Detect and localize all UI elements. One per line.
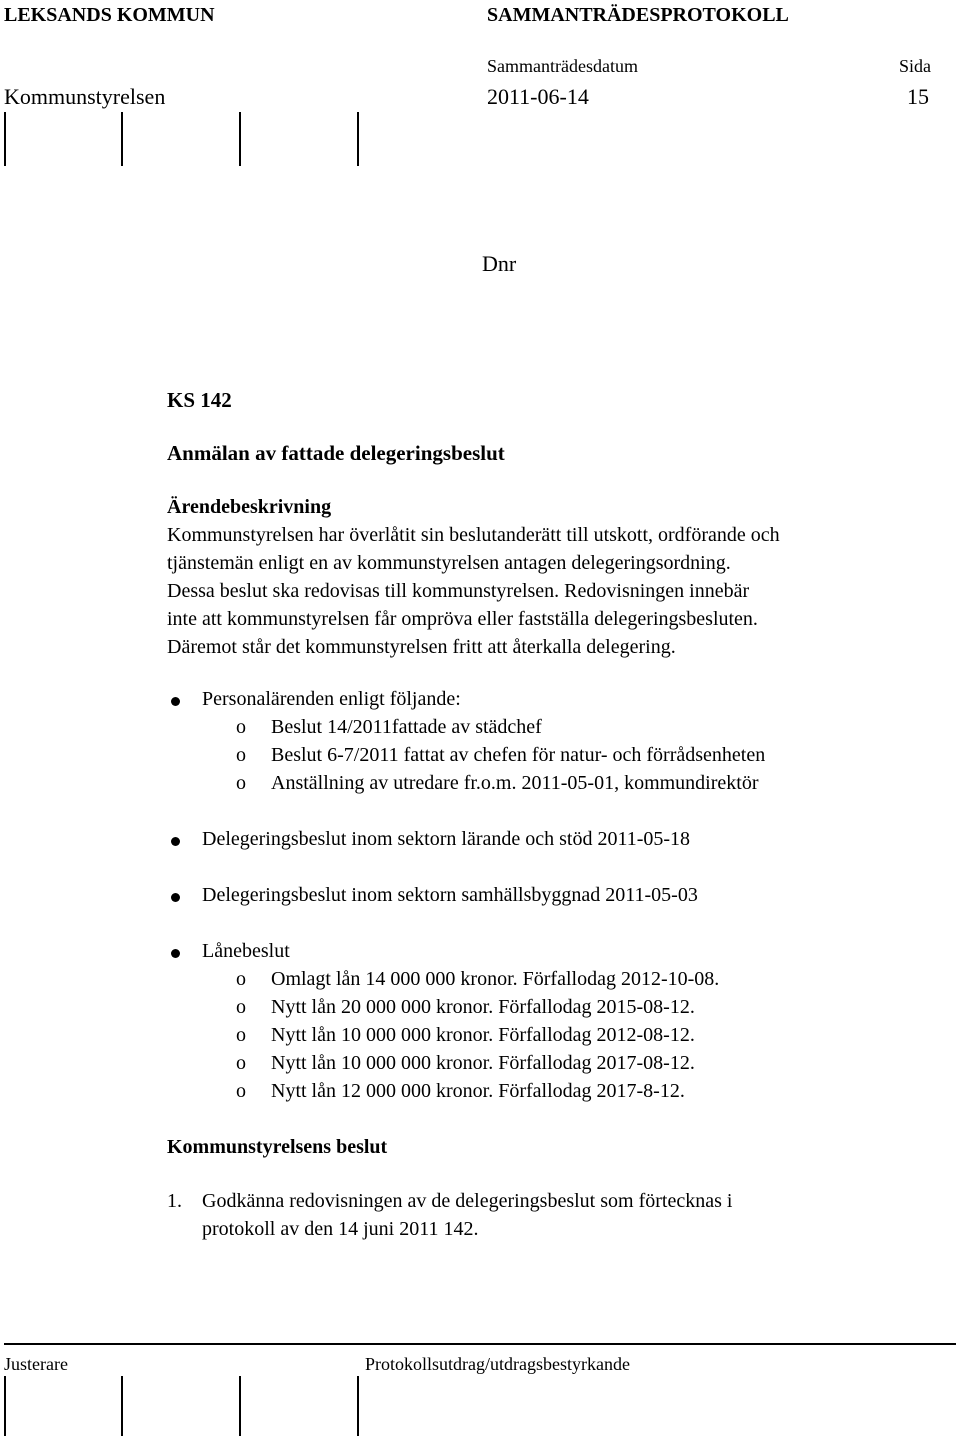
sub-list-item: Beslut 14/2011fattade av städchef [271,716,542,738]
sub-list-item: Nytt lån 10 000 000 kronor. Förfallodag 2017-08-12. [271,1052,695,1074]
description-line: Däremot står det kommunstyrelsen fritt att återkalla delegering. [167,636,676,658]
signature-divider [121,1376,123,1436]
sub-bullet-icon: o [236,716,246,738]
decision-line: protokoll av den 14 juni 2011 142. [202,1218,479,1240]
decision-number: 1. [167,1190,182,1212]
sub-bullet-icon: o [236,1080,246,1102]
sub-list-item: Omlagt lån 14 000 000 kronor. Förfallodag 2012-10-08. [271,968,720,990]
description-heading: Ärendebeskrivning [167,496,332,518]
doc-type: SAMMANTRÄDESPROTOKOLL [487,4,789,26]
sub-list-item: Nytt lån 20 000 000 kronor. Förfallodag 2015-08-12. [271,996,695,1018]
signature-divider [4,1376,6,1436]
meeting-date: 2011-06-14 [487,84,589,109]
decision-line: Godkänna redovisningen av de delegeringsbeslut som förtecknas i [202,1190,733,1212]
footer-rule [4,1343,956,1345]
sub-bullet-icon: o [236,996,246,1018]
sub-bullet-icon: o [236,772,246,794]
sub-bullet-icon: o [236,1024,246,1046]
description-line: Kommunstyrelsen har överlåtit sin beslutanderätt till utskott, ordförande och [167,524,780,546]
page-label: Sida [899,56,932,76]
signature-divider [239,112,241,166]
description-line: tjänstemän enligt en av kommunstyrelsen antagen delegeringsordning. [167,552,731,574]
sub-list-item: Nytt lån 12 000 000 kronor. Förfallodag 2017-8-12. [271,1080,685,1102]
decision-heading: Kommunstyrelsens beslut [167,1136,388,1158]
section-title: Anmälan av fattade delegeringsbeslut [167,441,505,465]
signature-divider [4,112,6,166]
bullet-icon [171,893,180,902]
body-name: Kommunstyrelsen [4,84,166,109]
signature-divider [357,112,359,166]
sub-bullet-icon: o [236,1052,246,1074]
bullet-icon [171,697,180,706]
list-item: Delegeringsbeslut inom sektorn lärande och stöd 2011-05-18 [202,828,691,850]
org-name: LEKSANDS KOMMUN [4,4,215,26]
list-item: Delegeringsbeslut inom sektorn samhällsbyggnad 2011-05-03 [202,884,698,906]
list-item-loans: Lånebeslut [202,940,290,962]
description-line: Dessa beslut ska redovisas till kommunstyrelsen. Redovisningen innebär [167,580,750,602]
sub-bullet-icon: o [236,968,246,990]
list-item-personal: Personalärenden enligt följande: [202,688,461,710]
signature-divider [239,1376,241,1436]
description-line: inte att kommunstyrelsen får ompröva eller fastställa delegeringsbesluten. [167,608,758,630]
footer-right-label: Protokollsutdrag/utdragsbestyrkande [365,1354,630,1374]
sub-list-item: Nytt lån 10 000 000 kronor. Förfallodag 2012-08-12. [271,1024,695,1046]
sub-list-item: Anställning av utredare fr.o.m. 2011-05-01, kommundirektör [271,772,759,794]
footer-left-label: Justerare [4,1354,68,1374]
bullet-icon [171,949,180,958]
page-number: 15 [907,84,929,109]
section-number [167,388,232,413]
date-label: Sammanträdesdatum [487,56,638,76]
signature-divider [357,1376,359,1436]
signature-divider [121,112,123,166]
sub-list-item: Beslut 6-7/2011 fattat av chefen för natur- och förrådsenheten [271,744,766,766]
bullet-icon [171,837,180,846]
dnr-label: Dnr [482,251,517,276]
sub-bullet-icon: o [236,744,246,766]
section-number-text: KS 142 [167,388,232,412]
